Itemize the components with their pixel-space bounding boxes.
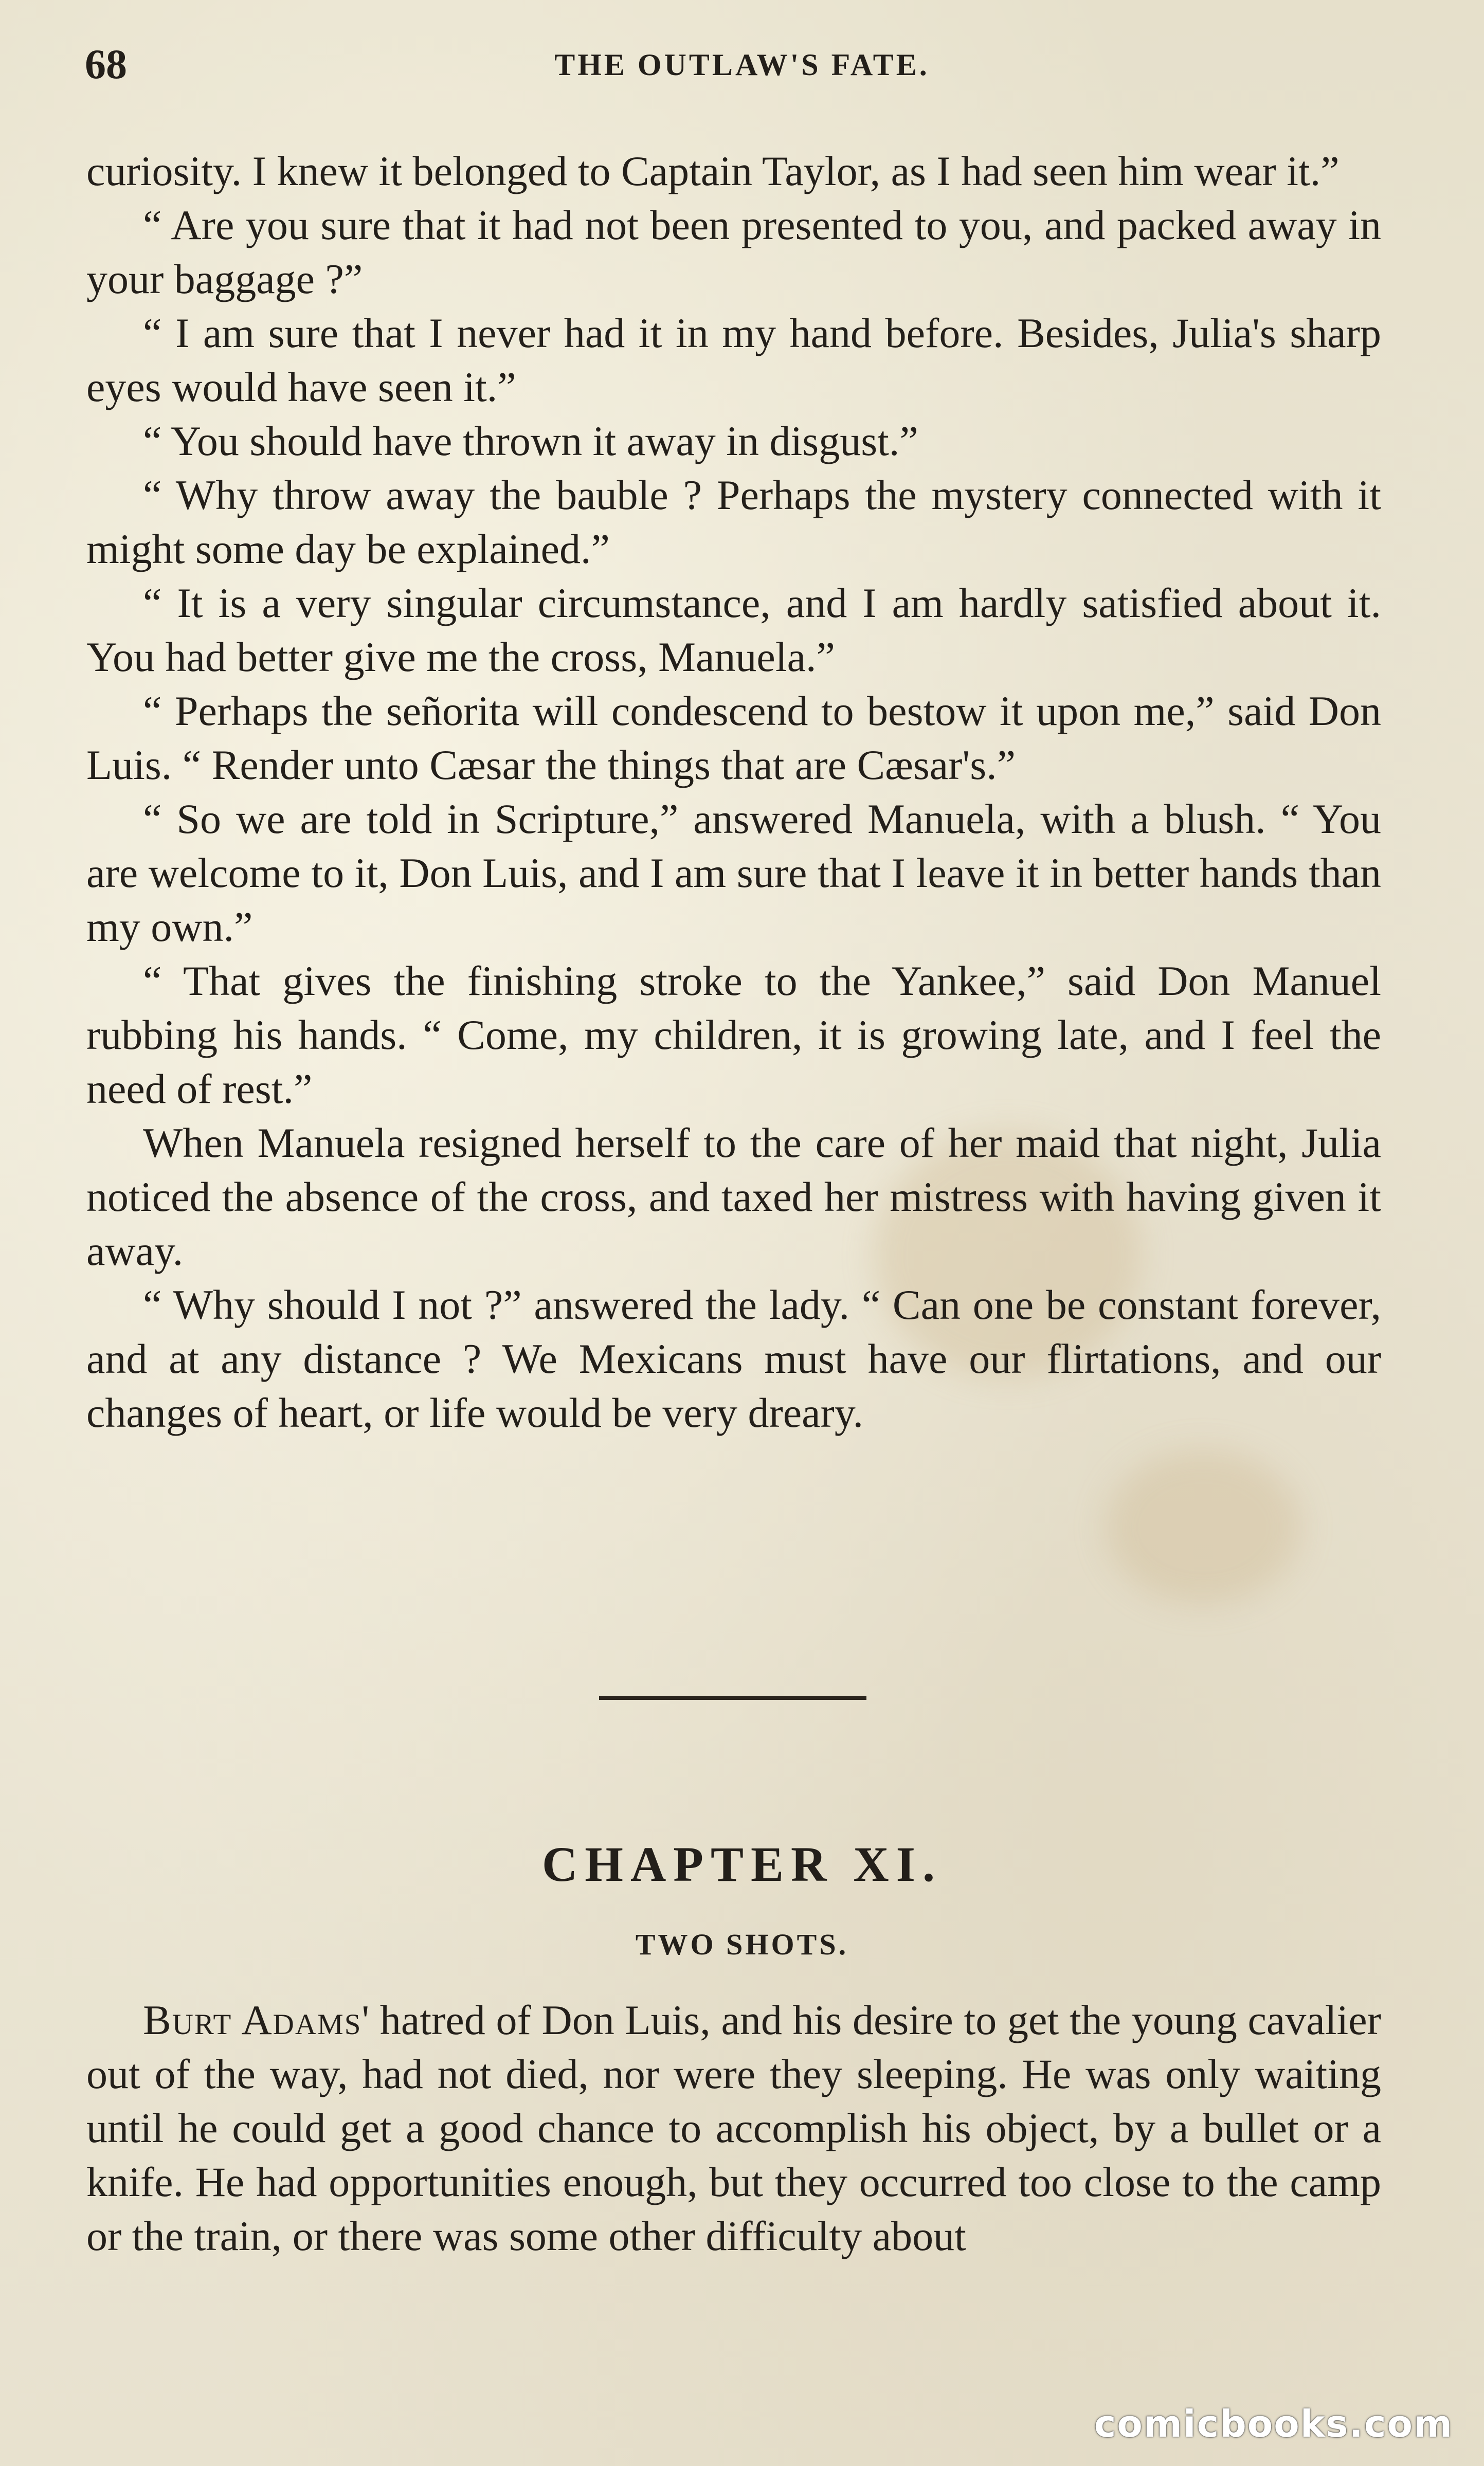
paragraph: curiosity. I knew it belonged to Captain Taylor, as I had seen him wear it.” <box>86 148 1340 194</box>
paragraph: “ You should have thrown it away in disgust.” <box>143 418 918 464</box>
running-head <box>85 40 1399 86</box>
chapter-heading: CHAPTER XI. <box>541 1837 943 1892</box>
opening-rest: ' hatred of Don Luis, and his desire to get the young cavalier out of the way, had not died, nor were they sleeping. He was only waiting until he could get a good chance to accomplish his object, by a bullet or a knife. He had opportunities enough, but they occurred too close to the camp or the train, or there was some other difficulty about <box>86 1997 1381 2259</box>
opening-small-caps: Burt Adams <box>143 1997 362 2043</box>
paragraph: When Manuela resigned herself to the care of her maid that night, Julia noticed the absence of the cross, and taxed her mistress with having given it away. <box>86 1119 1381 1274</box>
body-text <box>86 144 1381 1440</box>
paragraph: “ So we are told in Scripture,” answered Manuela, with a blush. “ You are welcome to it, Don Luis, and I am sure that I leave it in better hands than my own.” <box>86 795 1381 950</box>
paragraph: “ I am sure that I never had it in my hand before. Besides, Julia's sharp eyes would have seen it.” <box>86 310 1381 410</box>
paragraph: “ It is a very singular circumstance, and I am hardly satisfied about it. You had better give me the cross, Manuela.” <box>86 579 1381 680</box>
paragraph: “ Are you sure that it had not been presented to you, and packed away in your baggage ?” <box>86 202 1381 302</box>
chapter-subtitle: TWO SHOTS. <box>635 1928 849 1961</box>
chapter-opening-paragraph <box>86 1993 1381 2263</box>
section-divider <box>599 1696 866 1700</box>
chapter-opening-text <box>86 1993 1381 2263</box>
watermark: comicbooks.com <box>1094 2402 1453 2445</box>
running-title: THE OUTLAW'S FATE. <box>554 48 930 82</box>
paragraph: “ That gives the finishing stroke to the Yankee,” said Don Manuel rubbing his hands. “ Come, my children, it is growing late, and I feel the need of rest.” <box>86 957 1381 1112</box>
paragraph: “ Why throw away the bauble ? Perhaps the mystery connected with it might some day be explained.” <box>86 472 1381 572</box>
paragraph: “ Perhaps the señorita will condescend to bestow it upon me,” said Don Luis. “ Render unto Cæsar the things that are Cæsar's.” <box>86 687 1381 788</box>
paper-stain <box>1106 1450 1301 1604</box>
page-number: 68 <box>85 41 127 87</box>
paragraph: “ Why should I not ?” answered the lady. “ Can one be constant forever, and at any distance ? We Mexicans must have our flirtations, and our changes of heart, or life would be very dreary. <box>86 1281 1381 1436</box>
